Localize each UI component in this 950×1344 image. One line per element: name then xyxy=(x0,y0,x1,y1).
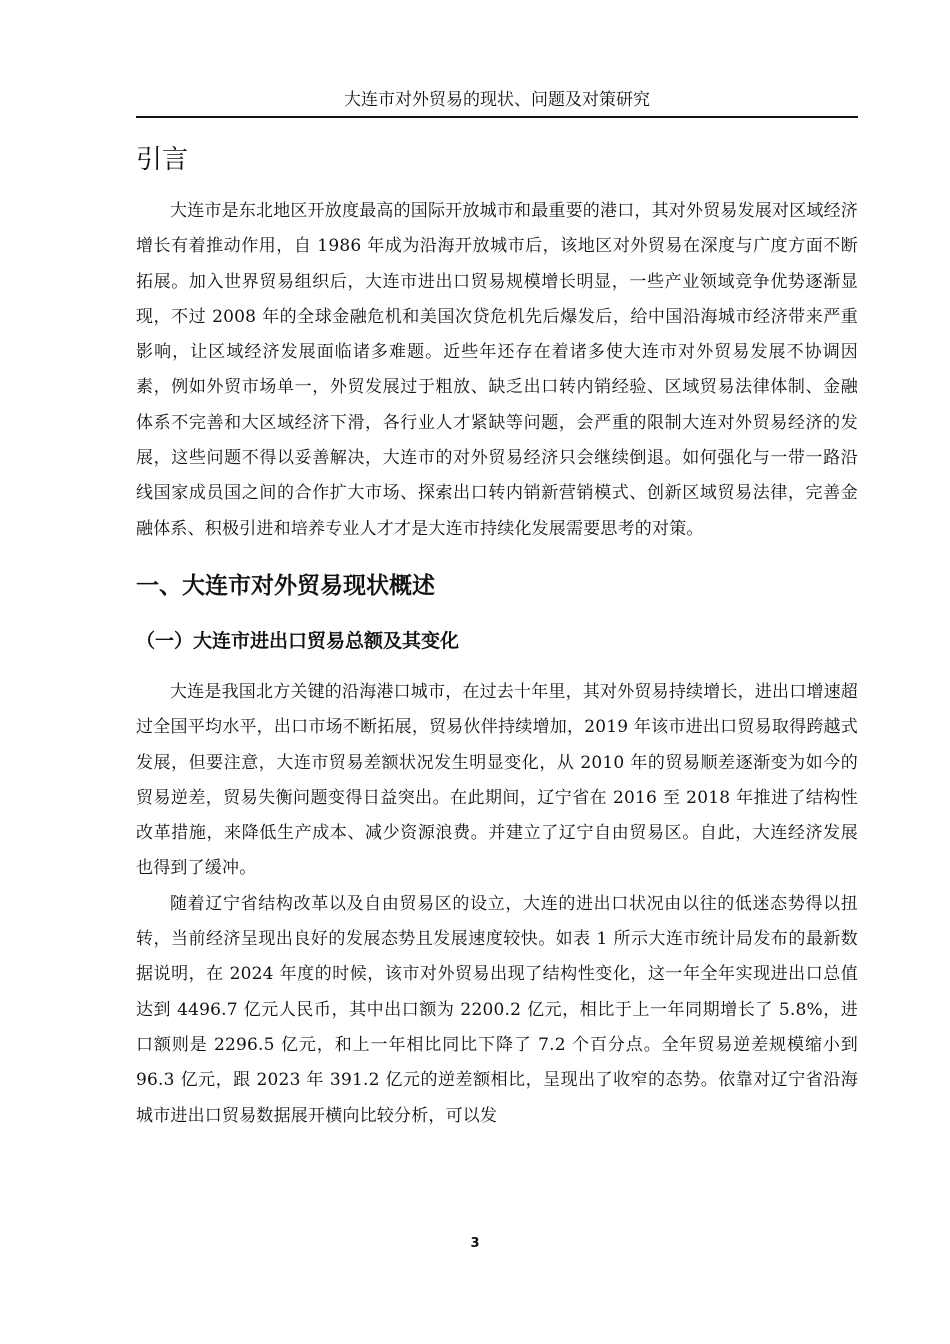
page-content xyxy=(136,140,858,1134)
page-number: 3 xyxy=(470,1236,480,1251)
subsection-1-paragraph-2: 随着辽宁省结构改革以及自由贸易区的设立，大连的进出口状况由以往的低迷态势得以扭转，当前经济呈现出良好的发展态势且发展速度较快。如表 1 所示大连市统计局发布的最新数据说明，在 2024 年度的时候，该市对外贸易出现了结构性变化，这一年全年实现进出口总值达到 4496.7 亿元人民币，其中出口额为 2200.2 亿元，相比于上一年同期增长了 5.8%，进口额则是 2296.5 亿元，和上一年相比同比下降了 7.2 个百分点。全年贸易逆差规模缩小到 96.3 亿元，跟 2023 年 391.2 亿元的逆差额相比，呈现出了收窄的态势。依靠对辽宁省沿海城市进出口贸易数据展开横向比较分析，可以发 xyxy=(136,893,858,1126)
intro-paragraph: 大连市是东北地区开放度最高的国际开放城市和最重要的港口，其对外贸易发展对区域经济增长有着推动作用，自 1986 年成为沿海开放城市后，该地区对外贸易在深度与广度方面不断拓展。加入世界贸易组织后，大连市进出口贸易规模增长明显，一些产业领域竞争优势逐渐显现，不过 2008 年的全球金融危机和美国次贷危机先后爆发后，给中国沿海城市经济带来严重影响，让区域经济发展面临诸多难题。近些年还存在着诸多使大连市对外贸易发展不协调因素，例如外贸市场单一，外贸发展过于粗放、缺乏出口转内销经验、区域贸易法律体制、金融体系不完善和大区域经济下滑，各行业人才紧缺等问题，会严重的限制大连对外贸易经济的发展，这些问题不得以妥善解决，大连市的对外贸易经济只会继续倒退。如何强化与一带一路沿线国家成员国之间的合作扩大市场、探索出口转内销新营销模式、创新区域贸易法律，完善金融体系、积极引进和培养专业人才才是大连市持续化发展需要思考的对策。 xyxy=(136,201,858,539)
subsection-1-paragraph-1: 大连是我国北方关键的沿海港口城市，在过去十年里，其对外贸易持续增长，进出口增速超过全国平均水平，出口市场不断拓展，贸易伙伴持续增加，2019 年该市进出口贸易取得跨越式发展，但要注意，大连市贸易差额状况发生明显变化，从 2010 年的贸易顺差逐渐变为如今的贸易逆差，贸易失衡问题变得日益突出。在此期间，辽宁省在 2016 至 2018 年推进了结构性改革措施，来降低生产成本、减少资源浪费。并建立了辽宁自由贸易区。自此，大连经济发展也得到了缓冲。 xyxy=(136,681,858,879)
intro-heading: 引言 xyxy=(136,145,189,175)
section-1-heading: 一、大连市对外贸易现状概述 xyxy=(136,572,435,599)
running-header: 大连市对外贸易的现状、问题及对策研究 xyxy=(344,90,650,110)
subsection-1-heading: （一）大连市进出口贸易总额及其变化 xyxy=(136,629,460,652)
header-rule xyxy=(136,116,858,118)
